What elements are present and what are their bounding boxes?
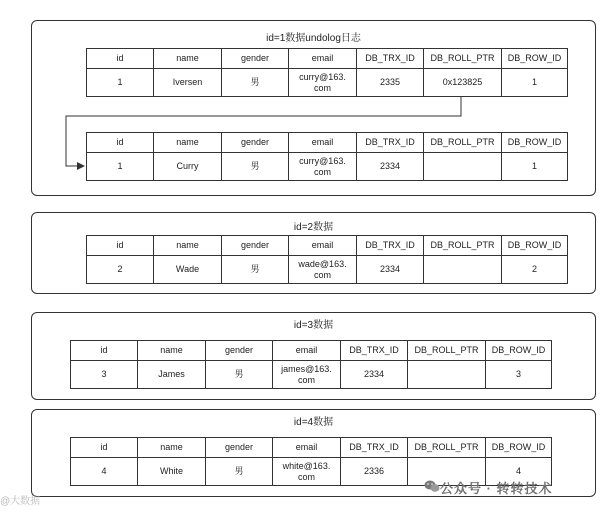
record-table [86,235,568,284]
cell-row-id: 4 [486,458,552,486]
panel-title: id=4数据 [293,417,334,428]
table-row [87,256,568,284]
wechat-icon [424,479,440,493]
header-row [71,341,552,361]
cell-name: Iversen [154,69,222,97]
cell-id: 1 [87,69,154,97]
cell-row-id: 1 [502,69,568,97]
header-cell: id [87,133,154,153]
cell-email: james@163. com [273,361,341,389]
header-cell: email [289,133,357,153]
header-cell: DB_ROLL_PTR [408,438,486,458]
header-cell: id [71,341,138,361]
cell-id: 4 [71,458,138,486]
cell-roll-ptr: 0x123825 [424,69,502,97]
header-cell: DB_ROLL_PTR [424,133,502,153]
header-cell: email [289,236,357,256]
header-cell: DB_ROW_ID [486,341,552,361]
cell-trx-id: 2334 [341,361,408,389]
header-cell: DB_TRX_ID [341,438,408,458]
cell-gender: 男 [206,361,273,389]
header-cell: DB_TRX_ID [357,236,424,256]
header-cell: DB_ROW_ID [502,236,568,256]
panel-title: id=3数据 [293,320,334,331]
cell-row-id: 2 [502,256,568,284]
header-cell: DB_ROLL_PTR [408,341,486,361]
cell-row-id: 3 [486,361,552,389]
header-cell: gender [206,438,273,458]
header-cell: DB_TRX_ID [341,341,408,361]
header-cell: name [154,133,222,153]
cell-roll-ptr [424,256,502,284]
header-cell: DB_ROW_ID [502,49,568,69]
cell-email: white@163. com [273,458,341,486]
header-cell: gender [206,341,273,361]
header-cell: gender [222,133,289,153]
cell-name: White [138,458,206,486]
header-cell: DB_ROLL_PTR [424,49,502,69]
header-cell: DB_TRX_ID [357,49,424,69]
cell-name: Curry [154,153,222,181]
panel-title: id=2数据 [293,222,334,233]
header-cell: email [273,438,341,458]
cell-email: curry@163. com [289,69,357,97]
header-row [71,438,552,458]
cell-name: James [138,361,206,389]
cell-trx-id: 2334 [357,256,424,284]
header-cell: gender [222,49,289,69]
cell-row-id: 1 [502,153,568,181]
header-cell: DB_TRX_ID [357,133,424,153]
cell-gender: 男 [222,256,289,284]
header-cell: name [138,341,206,361]
header-cell: name [154,236,222,256]
header-row [87,236,568,256]
header-cell: email [273,341,341,361]
header-cell: DB_ROW_ID [486,438,552,458]
cell-email: wade@163. com [289,256,357,284]
header-cell: id [87,49,154,69]
cell-gender: 男 [222,69,289,97]
panel-title: id=1数据undolog日志 [266,33,361,44]
header-cell: DB_ROLL_PTR [424,236,502,256]
record-table [70,340,552,389]
cell-id: 3 [71,361,138,389]
header-cell: DB_ROW_ID [502,133,568,153]
header-cell: id [87,236,154,256]
cell-gender: 男 [206,458,273,486]
cell-trx-id: 2335 [357,69,424,97]
cell-roll-ptr [408,361,486,389]
cell-trx-id: 2334 [357,153,424,181]
watermark-right: 公众号 · 转转技术 [440,481,553,496]
cell-gender: 男 [222,153,289,181]
cell-id: 2 [87,256,154,284]
header-cell: id [71,438,138,458]
cell-trx-id: 2336 [341,458,408,486]
table-row [71,361,552,389]
header-cell: email [289,49,357,69]
header-cell: gender [222,236,289,256]
cell-email: curry@163. com [289,153,357,181]
cell-name: Wade [154,256,222,284]
header-cell: name [154,49,222,69]
header-cell: name [138,438,206,458]
cell-id: 1 [87,153,154,181]
watermark-left: @大数据 [0,496,41,507]
